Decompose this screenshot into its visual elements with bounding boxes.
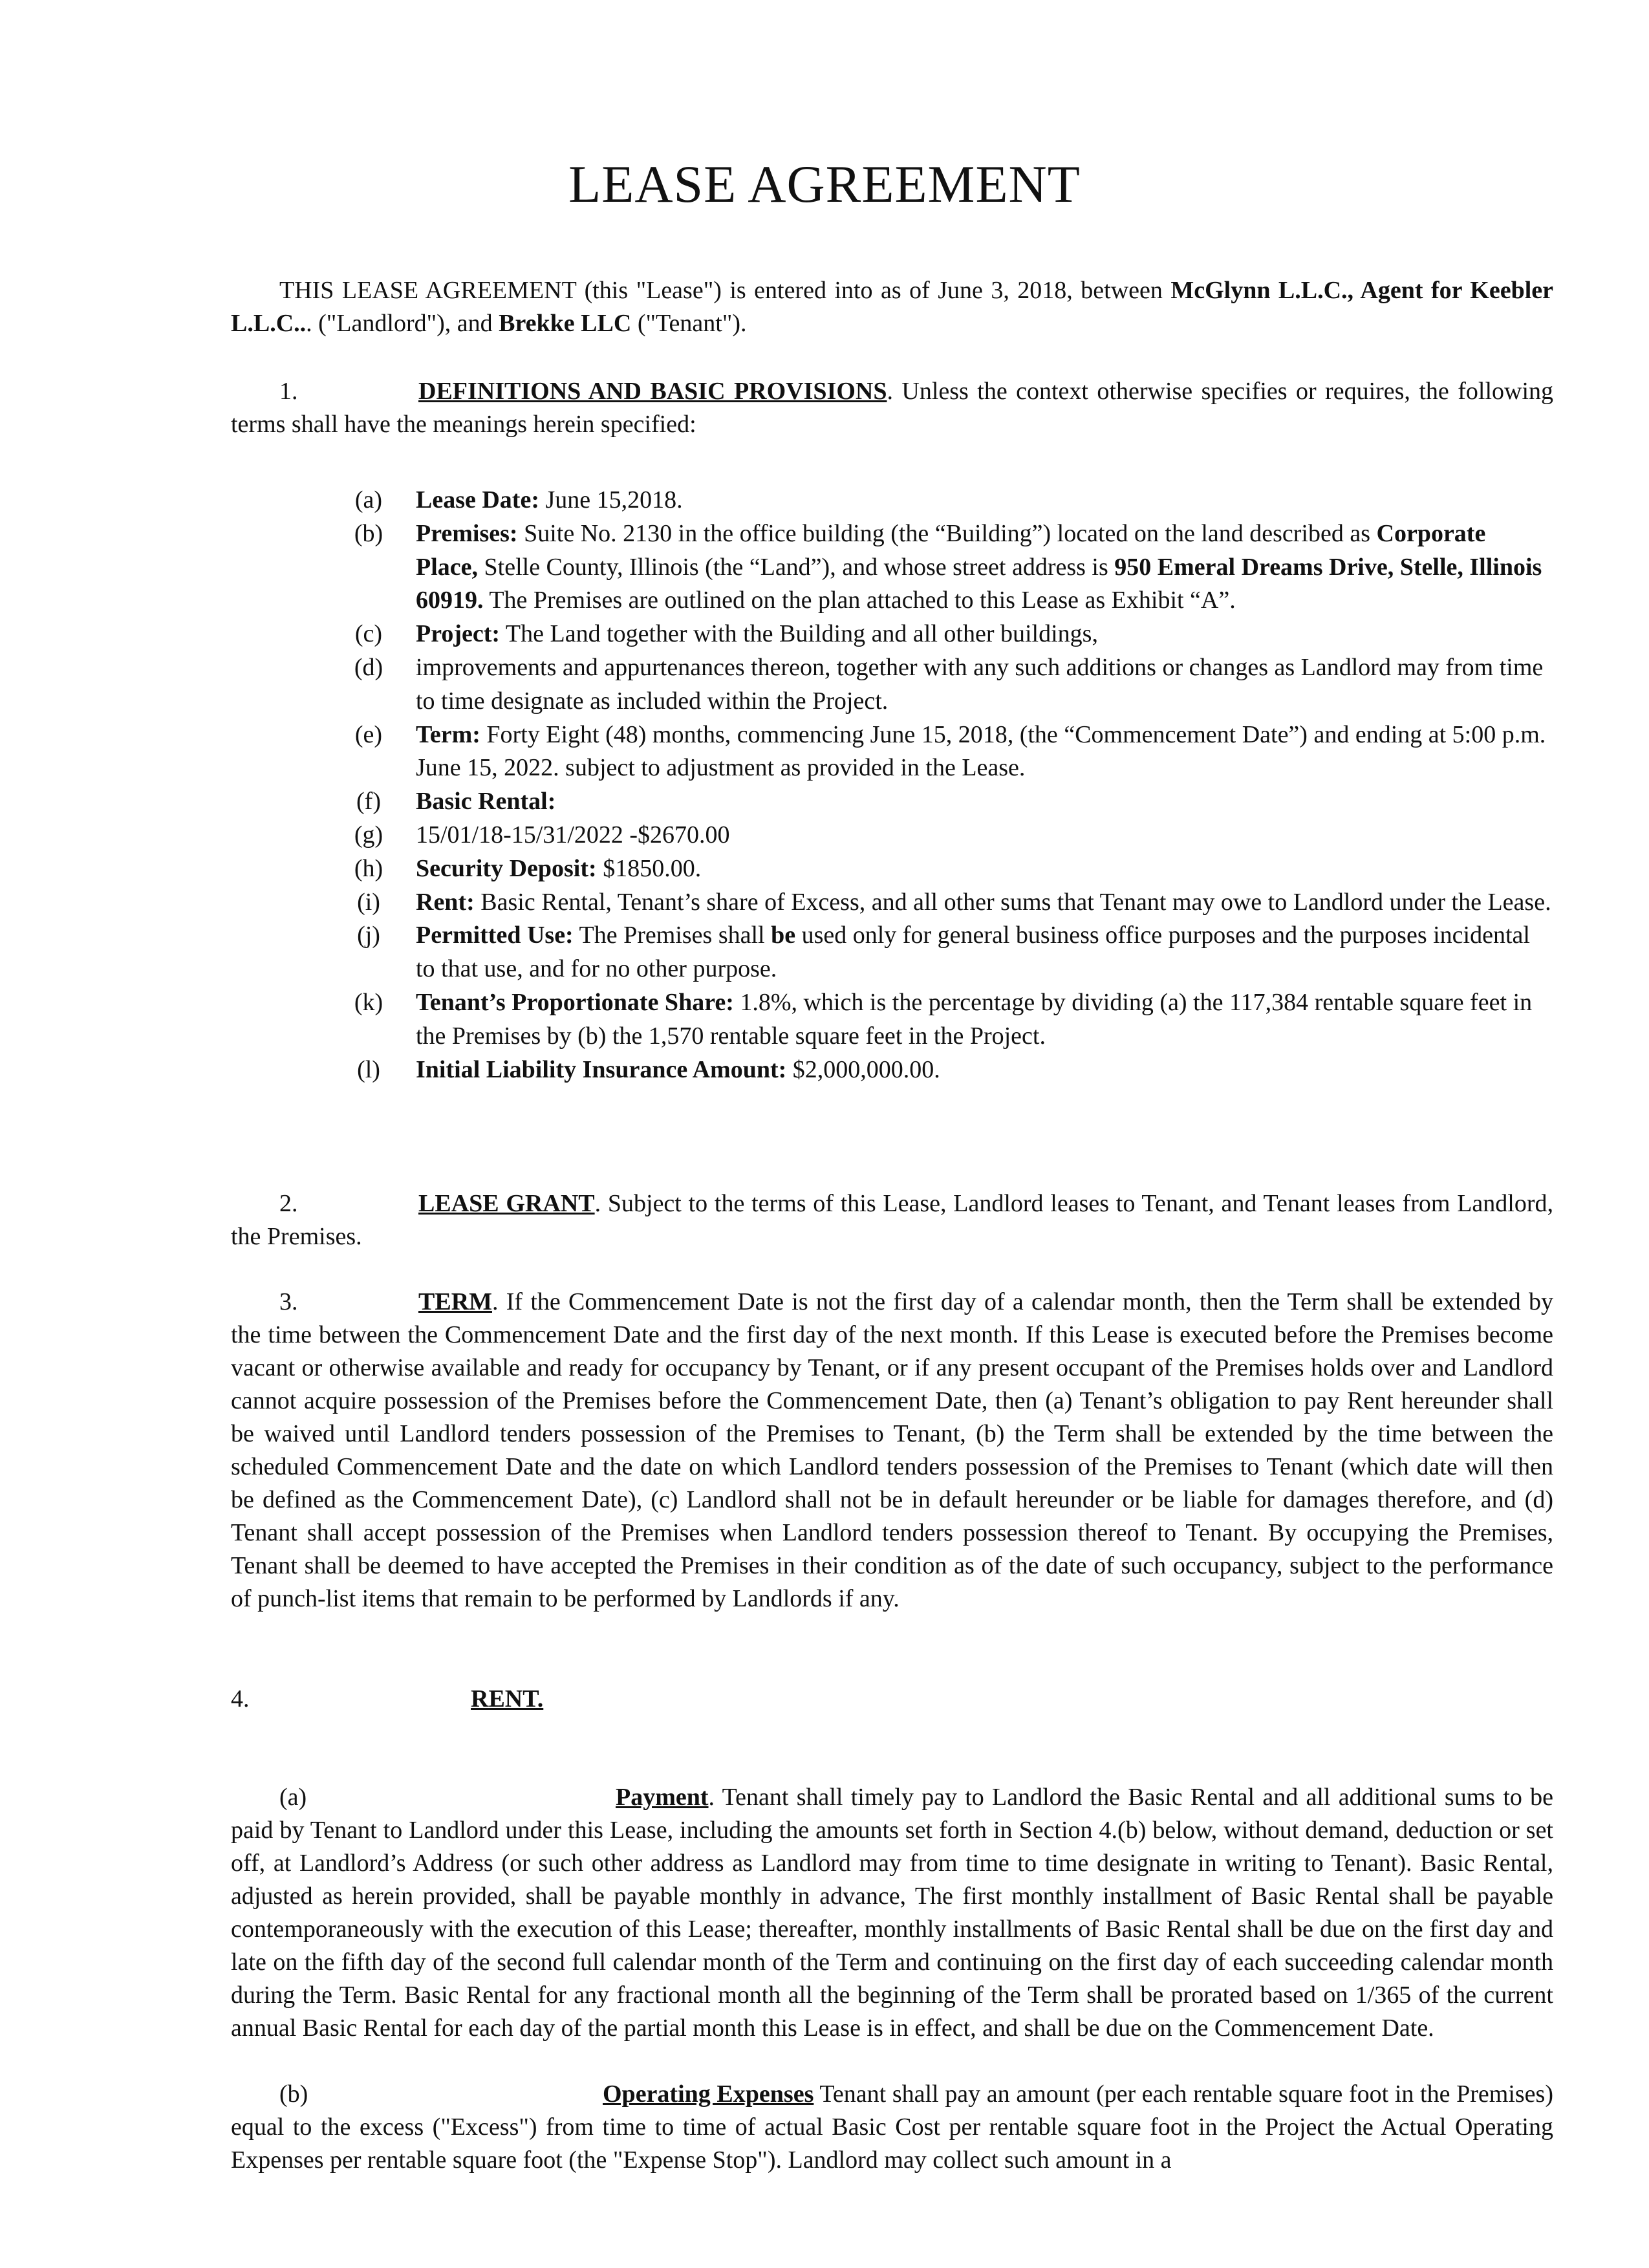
section-2-heading: LEASE GRANT — [418, 1190, 595, 1217]
definition-item: (d) improvements and appurtenances thereon, together with any such additions or changes as Landlord may from time to time designate as included within the Project. — [354, 653, 1544, 715]
section-4a-label: (a) — [279, 1784, 307, 1811]
definition-item: (c) Project: The Land together with the Building and all other buildings, — [354, 620, 1098, 648]
definition-item: (i) Rent: Basic Rental, Tenant’s share of Excess, and all other sums that Tenant may owe to Landlord under the Lease. — [357, 888, 1551, 916]
definition-item: (b) Premises: Suite No. 2130 in the office building (the “Building”) located on the land described as Corporate Place, Stelle County, Illinois (the “Land”), and whose street address is 950 Emeral Dreams Drive, Stelle, Illinois 60919. The Premises are outlined on the plan attached to this Lease as Exhibit “A”. — [354, 519, 1542, 614]
definition-item: (g) 15/01/18-15/31/2022 -$2670.00 — [354, 821, 730, 848]
section-3-number: 3. — [279, 1288, 298, 1315]
definition-item: (e) Term: Forty Eight (48) months, commencing June 15, 2018, (the “Commencement Date”) and ending at 5:00 p.m. June 15, 2022. subject to adjustment as provided in the Lease. — [354, 720, 1546, 782]
definition-item: (l) Initial Liability Insurance Amount: $2,000,000.00. — [357, 1055, 940, 1083]
document-title: LEASE AGREEMENT — [568, 155, 1081, 213]
definition-item: (f) Basic Rental: — [356, 788, 556, 815]
section-2-paragraph: 2. LEASE GRANT. Subject to the terms of this Lease, Landlord leases to Tenant, and Tenant leases from Landlord, the Premises. — [231, 1187, 1553, 1253]
section-1-number: 1. — [279, 378, 298, 405]
definition-item: (j) Permitted Use: The Premises shall be used only for general business office purposes and the purposes incidental to that use, and for no other purpose. — [357, 922, 1530, 983]
section-3-paragraph: 3. TERM. If the Commencement Date is not the first day of a calendar month, then the Term shall be extended by the time between the Commencement Date and the first day of the next month. If this Lease is executed before the Premises become vacant or otherwise available and ready for occupancy by Tenant, or if any present occupant of the Premises holds over and Landlord cannot acquire possession of the Premises before the Commencement Date, then (a) Tenant’s obligation to pay Rent hereunder shall be waived until Landlord tenders possession of the Premises to Tenant, (b) the Term shall be extended by the time between the scheduled Commencement Date and the date on which Landlord tenders possession of the Premises to Tenant (which date will then be defined as the Commencement Date), (c) Landlord shall not be in default hereunder or be liable for damages therefore, and (d) Tenant shall accept possession of the Premises when Landlord tenders possession thereof to Tenant. By occupying the Premises, Tenant shall be deemed to have accepted the Premises in their condition as of the date of such occupancy, subject to the performance of punch-list items that remain to be performed by Landlords if any. — [231, 1286, 1553, 1615]
definition-item: (a) Lease Date: June 15,2018. — [354, 486, 683, 513]
definition-item: (h) Security Deposit: $1850.00. — [354, 854, 702, 882]
landlord-name: McGlynn L.L.C., Agent for Keebler L.L.C. — [231, 277, 1553, 337]
section-4b-paragraph: (b) Operating Expenses Tenant shall pay an amount (per each rentable square foot in the Premises) equal to the excess ("Excess") from time to time of actual Basic Cost per rentable square foot in the Project the Actual Operating Expenses per rentable square foot (the "Expense Stop"). Landlord may collect such amount in a — [231, 2078, 1553, 2177]
definition-item: (k) Tenant’s Proportionate Share: 1.8%, which is the percentage by dividing (a) the 117,384 rentable square feet in the Premises by (b) the 1,570 rentable square feet in the Project. — [354, 988, 1533, 1050]
section-1-paragraph: 1. DEFINITIONS AND BASIC PROVISIONS. Unless the context otherwise specifies or requires, the following terms shall have the meanings herein specified: — [231, 375, 1553, 441]
section-1-heading: DEFINITIONS AND BASIC PROVISIONS — [418, 378, 887, 405]
section-4b-heading: Operating Expenses — [603, 2080, 814, 2108]
definitions-list — [349, 484, 1553, 1086]
section-3-heading: TERM — [418, 1288, 492, 1315]
intro-paragraph: THIS LEASE AGREEMENT (this "Lease") is entered into as of June 3, 2018, between McGlynn L.L.C., Agent for Keebler L.L.C... ("Landlord"), and Brekke LLC ("Tenant"). — [231, 277, 1553, 337]
section-4b-label: (b) — [279, 2080, 308, 2108]
section-4-number: 4. — [231, 1685, 250, 1712]
section-4a-heading: Payment — [616, 1784, 709, 1811]
section-4a-paragraph: (a) Payment. Tenant shall timely pay to Landlord the Basic Rental and all additional sums to be paid by Tenant to Landlord under this Lease, including the amounts set forth in Section 4.(b) below, without demand, deduction or set off, at Landlord’s Address (or such other address as Landlord may from time to time designate in writing to Tenant). Basic Rental, adjusted as herein provided, shall be payable monthly in advance, The first monthly installment of Basic Rental shall be payable contemporaneously with the execution of this Lease; thereafter, monthly installments of Basic Rental shall be due on the first day and late on the fifth day of the second full calendar month of the Term and continuing on the first day of each succeeding calendar month during the Term. Basic Rental for any fractional month all the beginning of the Term shall be prorated based on 1/365 of the current annual Basic Rental for each day of the partial month this Lease is in effect, and shall be due on the Commencement Date. — [231, 1781, 1553, 2045]
section-2-number: 2. — [279, 1190, 298, 1217]
tenant-name: Brekke LLC — [499, 310, 632, 337]
section-4-heading: RENT. — [471, 1685, 544, 1712]
